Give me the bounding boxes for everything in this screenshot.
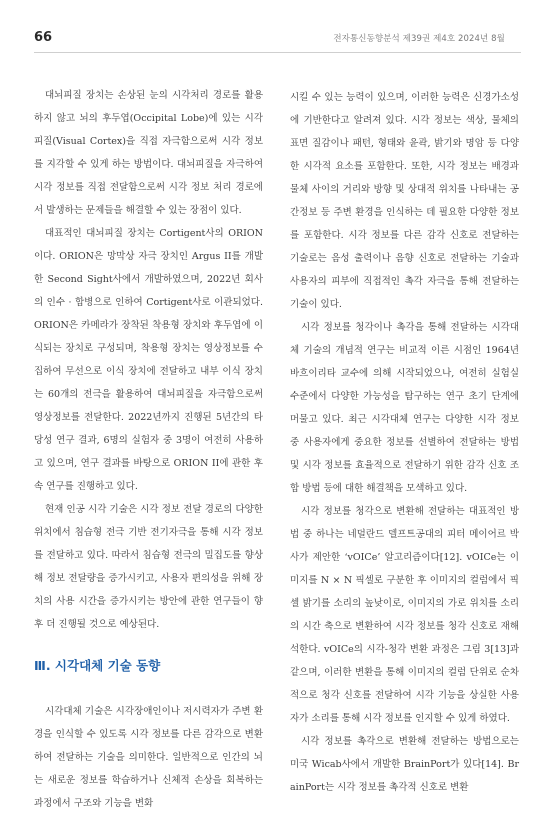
- page-number: 66: [34, 30, 53, 45]
- right-column: [290, 86, 519, 799]
- paragraph: 시각 정보를 청각이나 촉각을 통해 전달하는 시각대체 기술의 개념적 연구는 비교적 이른 시점인 1964년 바흐이리타 교수에 의해 시작되었으나, 여전히 실험실 수준에서 다양한 가능성을 탐구하는 연구 초기 단계에 머물고 있다. 최근 시각대체 연구는 다양한 시각 정보 중 사용자에게 중요한 정보를 선별하여 전달하는 방법 및 시각 정보를 효율적으로 전달하기 위한 감각 신호 조합 방법 등에 대한 해결책을 모색하고 있다.: [290, 322, 519, 494]
- paragraph: 대뇌피질 장치는 손상된 눈의 시각처리 경로를 활용하지 않고 뇌의 후두엽(Occipital Lobe)에 있는 시각 피질(Visual Cortex)을 직접 자극함으로써 시각 정보를 지각할 수 있게 하는 방법이다. 대뇌피질을 자극하여 시각 정보를 직접 전달함으로써 시각 정보 처리 경로에서 발생하는 문제들을 해결할 수 있는 장점이 있다.: [34, 90, 263, 216]
- paragraph: 대표적인 대뇌피질 장치는 Cortigent사의 ORION이다. ORION은 망막상 자극 장치인 Argus II를 개발한 Second Sight사에서 개발하였으며, 2022년 회사의 인수 · 합병으로 인하여 Cortigent사로 이관되었다. ORION은 카메라가 장착된 착용형 장치와 후두엽에 이식되는 장치로 구성되며, 착용형 장치는 영상정보를 수집하여 무선으로 이식 장치에 전달하고 내부 이식 장치는 60개의 전극을 활용하여 대뇌피질을 자극함으로써 영상정보를 전달한다. 2022년까지 진행된 5년간의 타당성 연구 결과, 6명의 실험자 중 3명이 여전히 사용하고 있으며, 연구 결과를 바탕으로 ORION II에 관한 후속 연구를 진행하고 있다.: [34, 228, 263, 492]
- page-header: [0, 0, 555, 52]
- left-column: [34, 84, 263, 815]
- paragraph: 현재 인공 시각 기술은 시각 정보 전달 경로의 다양한 위치에서 침습형 전극 기반 전기자극을 통해 시각 정보를 전달하고 있다. 따라서 침습형 전극의 밀집도를 향상해 정보 전달량을 증가시키고, 사용자 편의성을 위해 장치의 사용 시간을 증가시키는 방안에 관한 연구들이 향후 더 진행될 것으로 예상된다.: [34, 504, 263, 630]
- header-divider: [34, 52, 521, 53]
- journal-title: 전자통신동향분석 제39권 제4호 2024년 8월: [333, 34, 505, 44]
- paragraph: 시각대체 기술은 시각장애인이나 저시력자가 주변 환경을 인식할 수 있도록 시각 정보를 다른 감각으로 변환하여 전달하는 기술을 의미한다. 일반적으로 인간의 뇌는 새로운 정보를 학습하거나 신체적 손상을 회복하는 과정에서 구조와 기능을 변화: [34, 706, 263, 809]
- section-heading: Ⅲ. 시각대체 기술 동향: [34, 658, 161, 673]
- paragraph: 시각 정보를 청각으로 변환해 전달하는 대표적인 방법 중 하나는 네덜란드 델프트공대의 피터 메이어르 박사가 제안한 ‘vOICe’ 알고리즘이다[12]. vOICe는 이미지를 N × N 픽셀로 구분한 후 이미지의 컬럼에서 픽셀 밝기를 소리의 높낮이로, 이미지의 가로 위치를 소리의 시간 축으로 변환하여 시각 정보를 청각 신호로 재해석한다. vOICe의 시각-청각 변환 과정은 그림 3[13]과 같으며, 이러한 변환을 통해 이미지의 컬럼 단위로 순차적으로 청각 신호를 전달하여 시각 기능을 상실한 사용자가 소리를 통해 시각 정보를 인지할 수 있게 하였다.: [290, 506, 519, 724]
- paragraph: 시킬 수 있는 능력이 있으며, 이러한 능력은 신경가소성에 기반한다고 알려져 있다. 시각 정보는 색상, 물체의 표면 질감이나 패턴, 형태와 윤곽, 밝기와 명암 등 다양한 시각적 요소를 포함한다. 또한, 시각 정보는 배경과 물체 사이의 거리와 방향 및 상대적 위치를 나타내는 공간정보 등 주변 환경을 인식하는 데 필요한 다양한 정보를 포함한다. 시각 정보를 다른 감각 신호로 전달하는 기술로는 음성 출력이나 음향 신호로 전달하는 기술과 사용자의 피부에 직접적인 촉각 자극을 통해 전달하는 기술이 있다.: [290, 92, 519, 310]
- paragraph: 시각 정보를 촉각으로 변환해 전달하는 방법으로는 미국 Wicab사에서 개발한 BrainPort가 있다[14]. BrainPort는 시각 정보를 촉각적 신호로 변환: [290, 736, 519, 793]
